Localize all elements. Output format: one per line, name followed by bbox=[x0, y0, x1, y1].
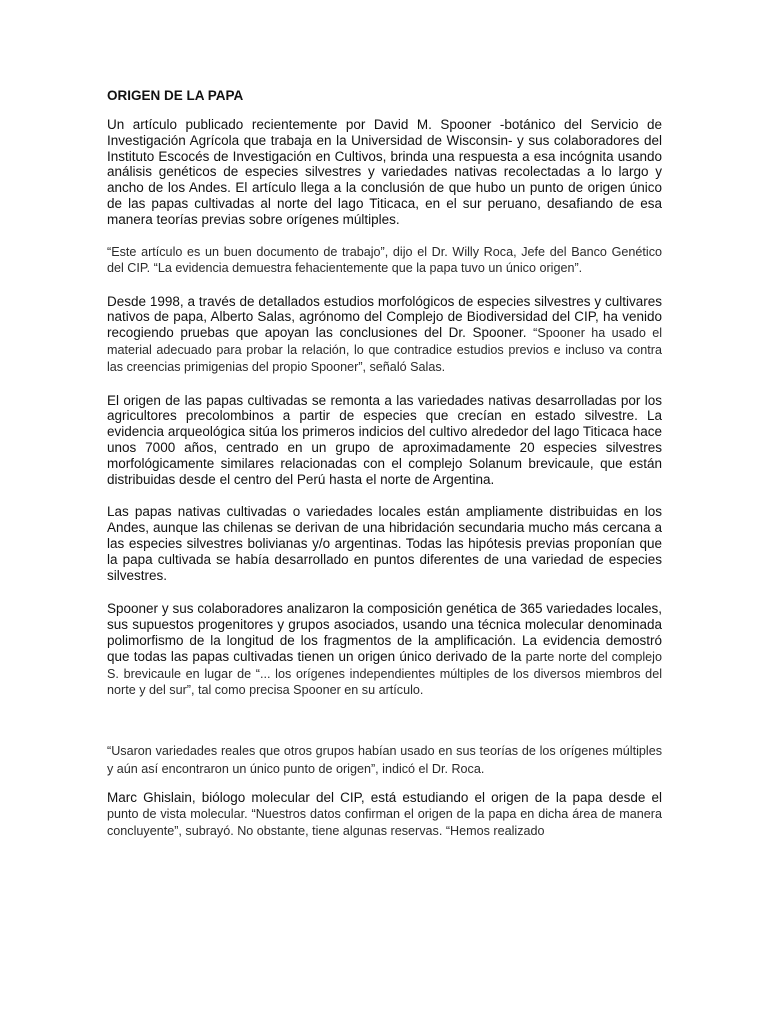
document-page bbox=[107, 88, 662, 840]
paragraph-salas-quote: “Spooner ha usado el material adecuado para probar la relación, lo que contradice estudios previos e incluso va contra las creencias primigenias del propio Spooner”, señaló Salas. bbox=[107, 326, 662, 374]
paragraph-ghislain-text: Marc Ghislain, biólogo molecular del CIP, está estudiando el origen de la papa desde el bbox=[107, 790, 662, 806]
paragraph-ghislain bbox=[107, 790, 662, 839]
paragraph-genetic-analysis-quote: parte norte del complejo S. brevicaule en lugar de “... los orígenes independientes múltiples de los diversos miembros del norte y del sur”, tal como precisa Spooner en su artículo. bbox=[107, 649, 662, 698]
document-title: ORIGEN DE LA PAPA bbox=[107, 88, 244, 103]
paragraph-salas-text: Desde 1998, a través de detallados estudios morfológicos de especies silvestres y cultivares nativos de papa, Alberto Salas, agrónomo del Complejo de Biodiversidad del CIP, ha venido recogiendo pruebas que apoyan las conclusiones del Dr. Spooner. bbox=[107, 293, 662, 341]
paragraph-genetic-analysis bbox=[107, 601, 662, 699]
paragraph-genetic-analysis-text: Spooner y sus colaboradores analizaron la composición genética de 365 variedades locales, sus supuestos progenitores y grupos asociados, usando una técnica molecular denominada polimorfismo de la longitud de los fragmentos de la amplificación. La evidencia demostró que todas las papas cultivadas tienen un origen único derivado de la bbox=[107, 601, 662, 664]
quote-roca-1: “Este artículo es un buen documento de trabajo”, dijo el Dr. Willy Roca, Jefe del Banco Genético del CIP. “La evidencia demuestra fehacientemente que la papa tuvo un único origen”. bbox=[107, 244, 662, 275]
paragraph-native-potatoes: Las papas nativas cultivadas o variedades locales están ampliamente distribuidas en los Andes, aunque las chilenas se derivan de una hibridación secundaria mucho más cercana a las especies silvestres bolivianas y/o argentinas. Todas las hipótesis previas proponían que la papa cultivada se había desarrollado en puntos diferentes de una variedad de especies silvestres. bbox=[107, 504, 662, 583]
paragraph-spooner-article: Un artículo publicado recientemente por David M. Spooner -botánico del Servicio de Investigación Agrícola que trabaja en la Universidad de Wisconsin- y sus colaboradores del Instituto Escocés de Investigación en Cultivos, brinda una respuesta a esa incógnita usando análisis genéticos de especies silvestres y variedades nativas recolectadas a lo largo y ancho de los Andes. El artículo llega a la conclusión de que hubo un punto de origen único de las papas cultivadas al norte del lago Titicaca, en el sur peruano, desafiando de esa manera teorías previas sobre orígenes múltiples. bbox=[107, 117, 662, 227]
paragraph-origin-cultivated: El origen de las papas cultivadas se remonta a las variedades nativas desarrolladas por los agricultores precolombinos a partir de especies que crecían en estado silvestre. La evidencia arqueológica sitúa los primeros indicios del cultivo alrededor del lago Titicaca hace unos 7000 años, centrado en un grupo de aproximadamente 20 especies silvestres morfológicamente similares relacionadas con el complejo Solanum brevicaule, que están distribuidas desde el centro del Perú hasta el norte de Argentina. bbox=[107, 392, 662, 487]
paragraph-salas bbox=[107, 294, 662, 376]
quote-roca-2: “Usaron variedades reales que otros grupos habían usado en sus teorías de los orígenes múltiples y aún así encontraron un único punto de origen”, indicó el Dr. Roca. bbox=[107, 744, 662, 777]
section-gap bbox=[107, 699, 662, 742]
paragraph-ghislain-quote: punto de vista molecular. “Nuestros datos confirman el origen de la papa en dicha área de manera concluyente”, subrayó. No obstante, tiene algunas reservas. “Hemos realizado bbox=[107, 806, 662, 838]
